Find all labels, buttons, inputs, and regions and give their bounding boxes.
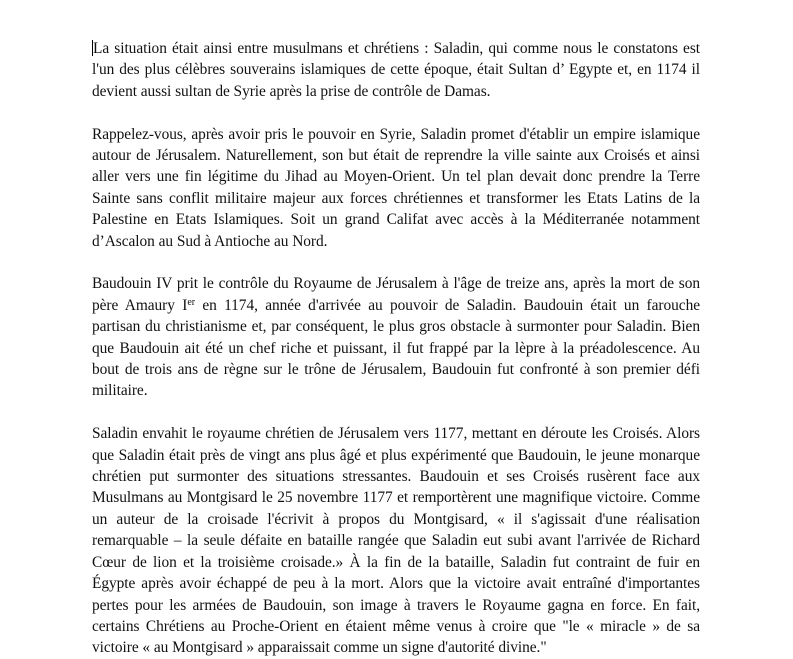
paragraph-4-text: Saladin envahit le royaume chrétien de Jérusalem vers 1177, mettant en déroute les Croisés. Alors que Saladin était près de vingt ans plus âgé et plus expérimenté que Baudouin, le jeune monarque chrétien put surmonter des situations stressantes. Baudouin et ses Croisés rusèrent face aux Musulmans au Montgisard le 25 novembre 1177 et remportèrent une magnifique victoire. Comme un auteur de la croisade l'écrivit à propos du Montgisard, « il s'agissait d'une réalisation remarquable – la seule défaite en bataille rangée que Saladin eut subi avant l'arrivée de Richard Cœur de lion et la troisième croisade.» À la fin de la bataille, Saladin fut contraint de fuir en Égypte après avoir échappé de peu à la mort. Alors que la victoire avait entraîné d'importantes pertes pour les armées de Baudouin, son image à travers le Royaume gagna en force. En fait, certains Chrétiens au Proche-Orient en étaient même venus à croire que "le « miracle » de sa victoire « au Montgisard » apparaissait comme un signe d'autorité divine." <box>92 425 700 657</box>
paragraph-3 <box>92 273 700 401</box>
paragraph-3-text-after: en 1174, année d'arrivée au pouvoir de Saladin. Baudouin était un farouche partisan du christianisme et, par conséquent, le plus gros obstacle à surmonter pour Saladin. Bien que Baudouin ait été un chef riche et puissant, il fut frappé par la lèpre à la préadolescence. Au bout de trois ans de règne sur le trône de Jérusalem, Baudouin fut confronté à son premier défi militaire. <box>92 296 700 400</box>
paragraph-2 <box>92 124 700 252</box>
paragraph-1-text: La situation était ainsi entre musulmans et chrétiens : Saladin, qui comme nous le constatons est l'un des plus célèbres souverains islamiques de cette époque, était Sultan d’ Egypte et, en 1174 il devient aussi sultan de Syrie après la prise de contrôle de Damas. <box>92 40 700 100</box>
document-page <box>92 38 700 659</box>
paragraph-3-text-before: Baudouin IV prit le contrôle du Royaume de Jérusalem à l'âge de treize ans, après la mort de son père Amaury I <box>92 275 700 314</box>
paragraph-1 <box>92 38 700 102</box>
paragraph-2-text: Rappelez-vous, après avoir pris le pouvoir en Syrie, Saladin promet d'établir un empire islamique autour de Jérusalem. Naturellement, son but était de reprendre la ville sainte aux Croisés et ainsi aller vers une fin légitime du Jihad au Moyen-Orient. Un tel plan devait donc prendre la Terre Sainte sans conflit militaire majeur aux forces chrétiennes et transformer les Etats Latins de la Palestine en Etats Islamiques. Soit un grand Califat avec accès à la Méditerranée notamment d’Ascalon au Sud à Antioche au Nord. <box>92 125 700 250</box>
ordinal-superscript: er <box>187 296 195 308</box>
paragraph-4 <box>92 423 700 658</box>
